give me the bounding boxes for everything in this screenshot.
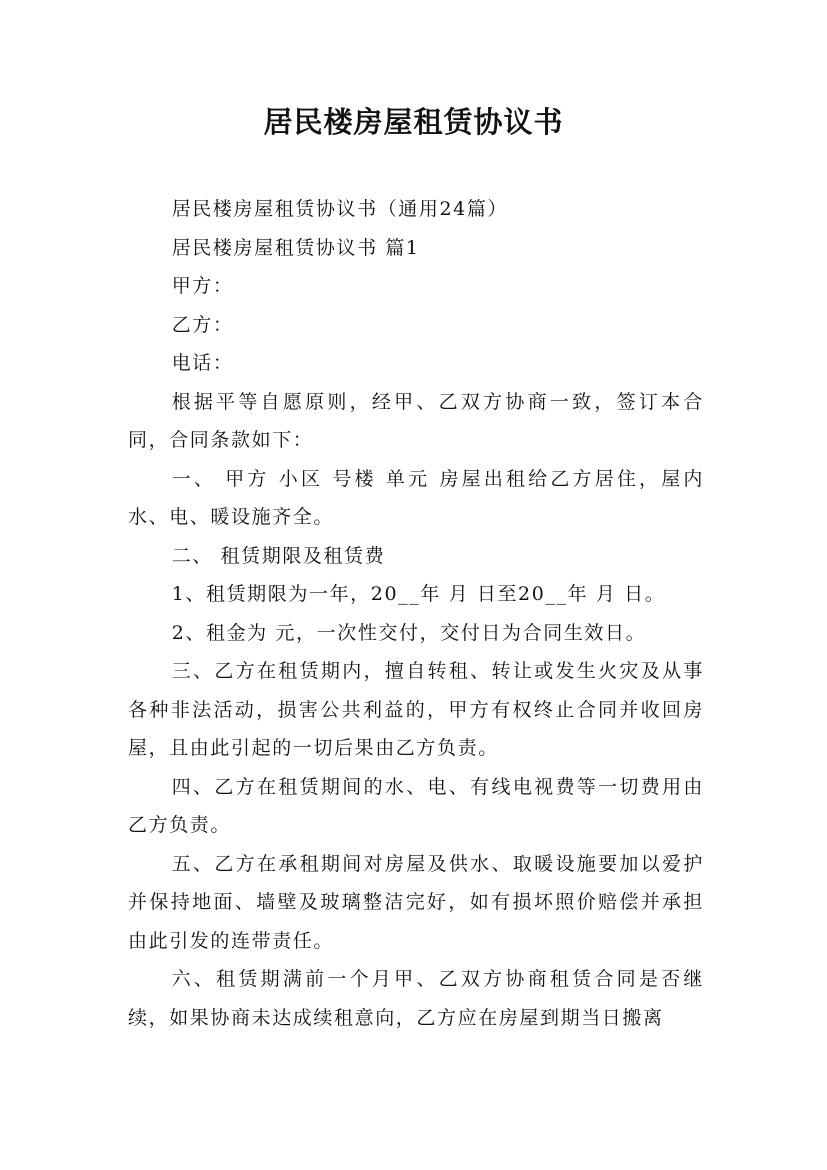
paragraph-phone: 电话： (171, 352, 234, 374)
paragraph-party-a: 甲方： (171, 275, 234, 297)
paragraph-preamble: 根据平等自愿原则，经甲、乙双方协商一致，签订本合同，合同条款如下： (128, 390, 704, 451)
paragraph-subtitle: 居民楼房屋租赁协议书（通用24篇） (171, 198, 509, 220)
paragraph-clause-6: 六、租赁期满前一个月甲、乙双方协商租赁合同是否继续，如果协商未达成续租意向，乙方应在房屋到期当日搬离 (128, 968, 704, 1029)
paragraph-clause-2-1: 1、租赁期限为一年，20__年 月 日至20__年 月 日。 (171, 583, 666, 605)
paragraph-clause-2-2: 2、租金为 元，一次性交付，交付日为合同生效日。 (171, 621, 647, 644)
document-body (128, 190, 704, 1037)
paragraph-party-b: 乙方： (171, 313, 234, 336)
document-title: 居民楼房屋租赁协议书 (263, 105, 564, 139)
paragraph-clause-3: 三、乙方在租赁期内，擅自转租、转让或发生火灾及从事各种非法活动，损害公共利益的，甲方有权终止合同并收回房屋，且由此引起的一切后果由乙方负责。 (128, 660, 704, 759)
paragraph-clause-1: 一、 甲方 小区 号楼 单元 房屋出租给乙方居住，屋内水、电、暖设施齐全。 (128, 467, 704, 528)
paragraph-clause-2: 二、 租赁期限及租赁费 (171, 544, 386, 567)
paragraph-clause-4: 四、乙方在租赁期间的水、电、有线电视费等一切费用由乙方负责。 (128, 775, 704, 836)
paragraph-section-heading: 居民楼房屋租赁协议书 篇1 (171, 236, 420, 259)
paragraph-clause-5: 五、乙方在承租期间对房屋及供水、取暖设施要加以爱护并保持地面、墙壁及玻璃整洁完好，如有损坏照价赔偿并承担由此引发的连带责任。 (128, 852, 704, 952)
